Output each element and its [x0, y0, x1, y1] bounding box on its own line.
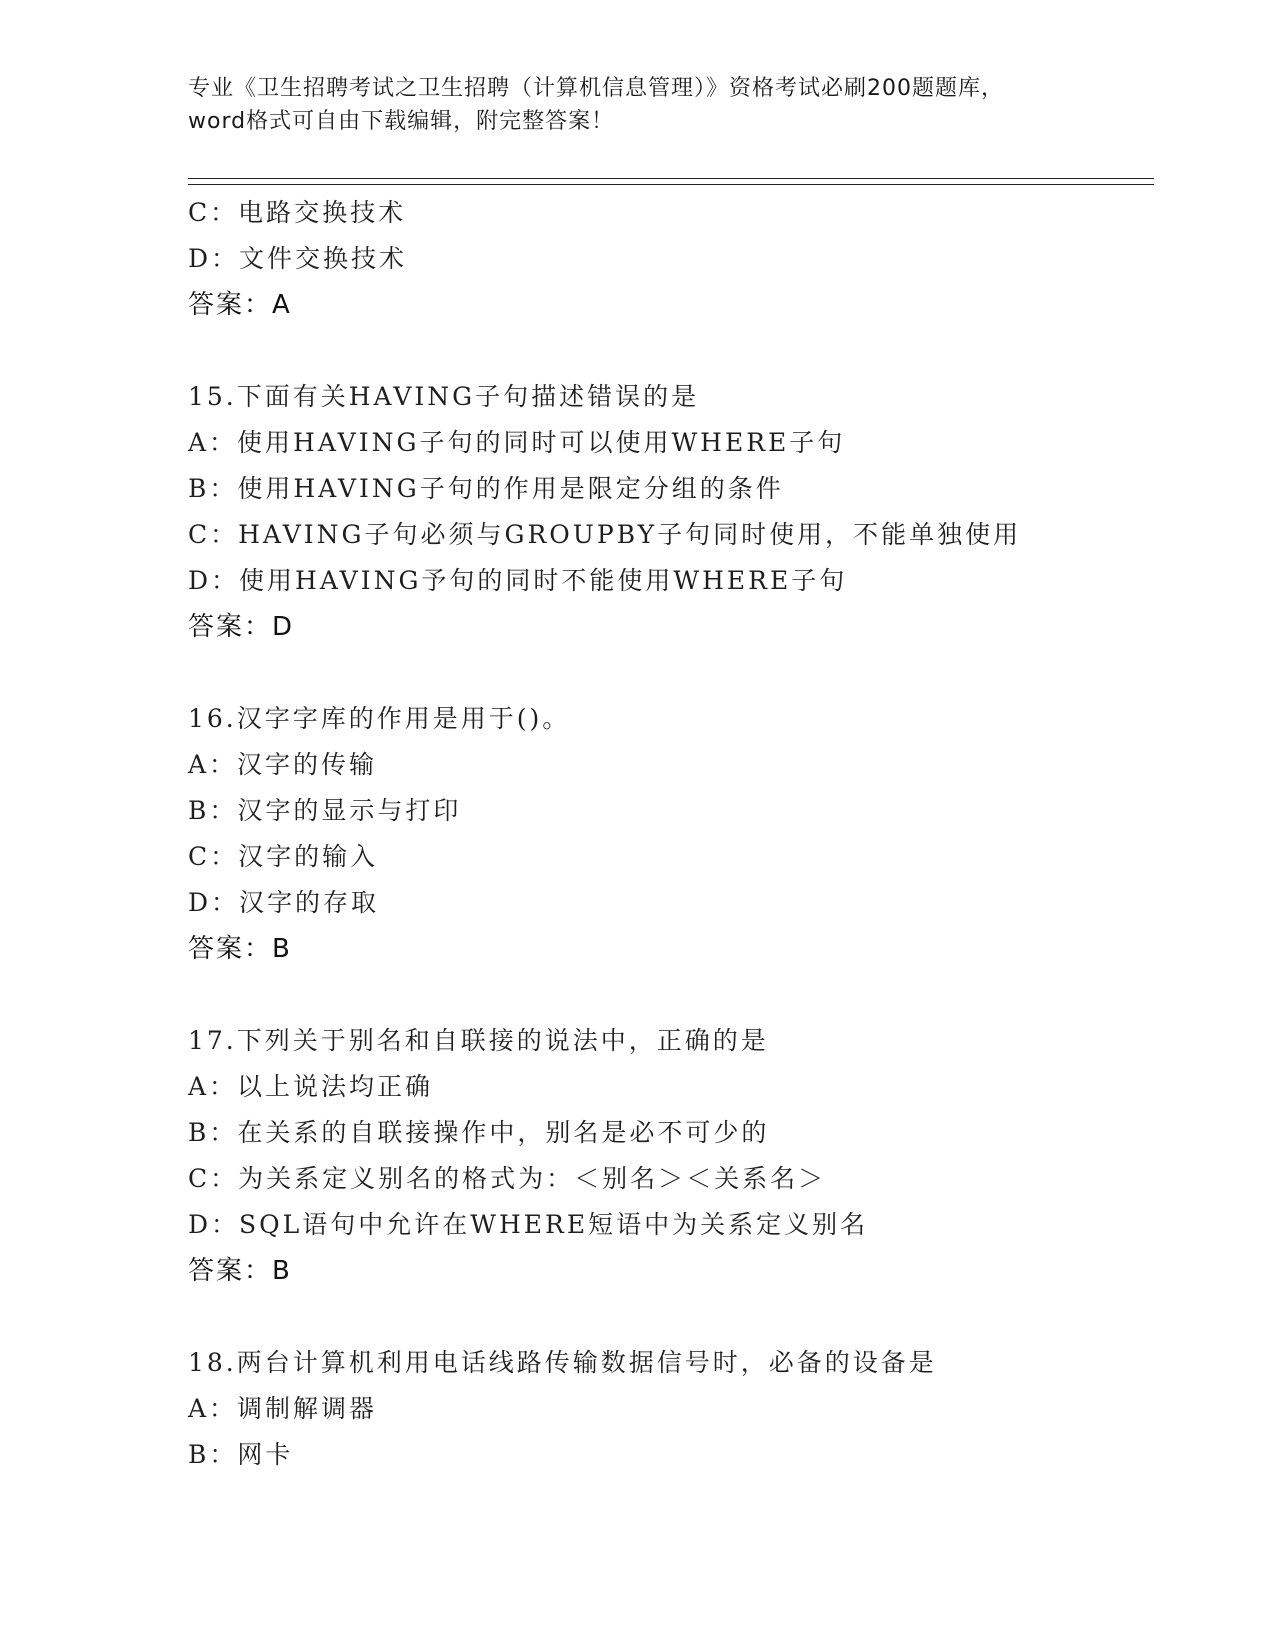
answer-line: 答案：B: [188, 934, 292, 964]
question-stem: 17.下列关于别名和自联接的说法中，正确的是: [188, 1026, 769, 1055]
question-list: [188, 190, 1168, 1478]
header-divider-top: [188, 178, 1154, 179]
question-16: [188, 696, 1168, 972]
option-d: D：汉字的存取: [188, 888, 380, 917]
option-a: A：调制解调器: [188, 1394, 378, 1423]
option-a: A：使用HAVING子句的同时可以使用WHERE子句: [188, 428, 846, 457]
option-b: B：网卡: [188, 1440, 294, 1469]
option-b: B：使用HAVING子句的作用是限定分组的条件: [188, 474, 784, 503]
option-d: D：SQL语句中允许在WHERE短语中为关系定义别名: [188, 1210, 869, 1239]
option-c: C：电路交换技术: [188, 198, 407, 227]
option-d: D：文件交换技术: [188, 244, 408, 273]
option-b: B：在关系的自联接操作中，别名是必不可少的: [188, 1118, 770, 1147]
option-c: C：HAVING子句必须与GROUPBY子句同时使用，不能单独使用: [188, 520, 1022, 549]
option-d: D：使用HAVING予句的同时不能使用WHERE子句: [188, 566, 848, 595]
option-c: C：为关系定义别名的格式为：＜别名＞＜关系名＞: [188, 1164, 827, 1193]
option-c: C：汉字的输入: [188, 842, 379, 871]
answer-line: 答案：D: [188, 612, 295, 642]
question-stem: 16.汉字字库的作用是用于()。: [188, 704, 571, 733]
document-header: [188, 72, 1088, 138]
question-18: [188, 1340, 1168, 1478]
question-stem: 15.下面有关HAVING子句描述错误的是: [188, 382, 700, 411]
answer-line: 答案：B: [188, 1256, 292, 1286]
question-15: [188, 374, 1168, 650]
question-17: [188, 1018, 1168, 1294]
option-a: A：汉字的传输: [188, 750, 378, 779]
question-stem: 18.两台计算机利用电话线路传输数据信号时，必备的设备是: [188, 1348, 937, 1377]
option-a: A：以上说法均正确: [188, 1072, 434, 1101]
option-b: B：汉字的显示与打印: [188, 796, 462, 825]
header-divider-bottom: [188, 184, 1154, 185]
header-title-line-1: 专业《卫生招聘考试之卫生招聘（计算机信息管理）》资格考试必刷200题题库，: [188, 76, 1004, 101]
header-title-line-2: word格式可自由下载编辑，附完整答案！: [188, 109, 615, 134]
answer-line: 答案：A: [188, 290, 292, 320]
question-14-continued: [188, 190, 1168, 328]
